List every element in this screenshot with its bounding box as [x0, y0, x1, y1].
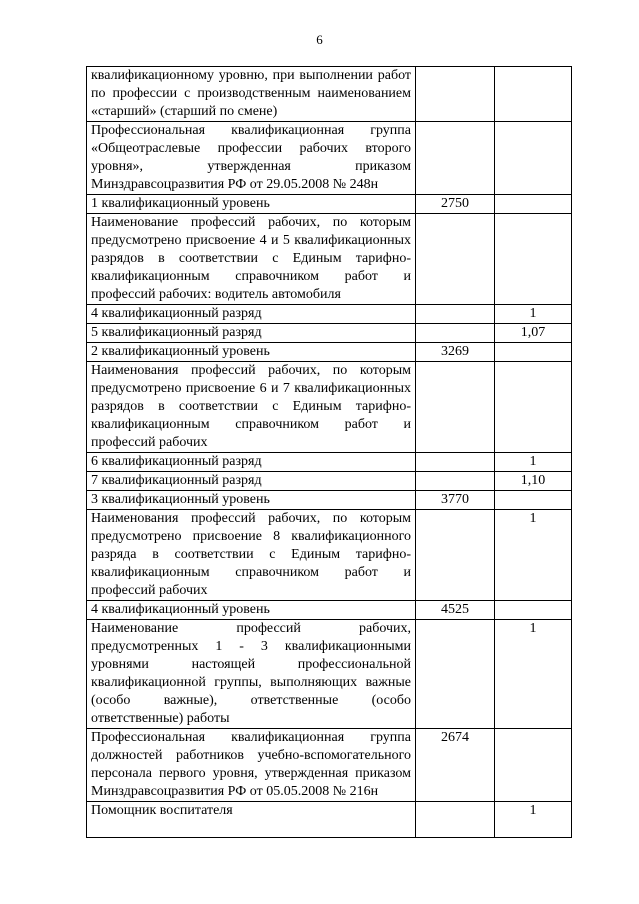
coefficient-cell — [495, 343, 572, 362]
coefficient-cell — [495, 214, 572, 305]
table-row — [87, 122, 572, 195]
salary-cell — [416, 802, 495, 838]
position-cell: 4 квалификационный уровень — [87, 601, 416, 620]
position-cell: 2 квалификационный уровень — [87, 343, 416, 362]
table-row — [87, 491, 572, 510]
page-number: 6 — [316, 32, 323, 47]
table-row — [87, 214, 572, 305]
position-cell: Профессиональная квалификационная группа «Общеотраслевые профессии рабочих второго уровня», утвержденная приказом Минздравсоцразвития РФ от 29.05.2008 № 248н — [87, 122, 416, 195]
table-row — [87, 362, 572, 453]
salary-cell — [416, 362, 495, 453]
coefficient-cell: 1 — [495, 305, 572, 324]
table-row — [87, 305, 572, 324]
position-cell: Наименование профессий рабочих, предусмотренных 1 - 3 квалификационными уровнями настоящей профессиональной квалификационной группы, выполняющих важные (особо важные), ответственные (особо ответственные) работы — [87, 620, 416, 729]
coefficient-cell — [495, 67, 572, 122]
coefficient-cell — [495, 601, 572, 620]
salary-cell: 3770 — [416, 491, 495, 510]
coefficient-cell — [495, 122, 572, 195]
salary-cell — [416, 305, 495, 324]
table-row — [87, 343, 572, 362]
position-cell: 7 квалификационный разряд — [87, 472, 416, 491]
table-row — [87, 453, 572, 472]
position-cell: 5 квалификационный разряд — [87, 324, 416, 343]
coefficient-cell — [495, 195, 572, 214]
position-cell: 4 квалификационный разряд — [87, 305, 416, 324]
salary-cell: 2750 — [416, 195, 495, 214]
coefficient-cell — [495, 729, 572, 802]
salary-cell — [416, 620, 495, 729]
salary-cell: 3269 — [416, 343, 495, 362]
position-cell: Помощник воспитателя — [87, 802, 416, 838]
table-row — [87, 67, 572, 122]
position-cell: Наименования профессий рабочих, по которым предусмотрено присвоение 6 и 7 квалификационных разрядов в соответствии с Единым тарифно-квалификационным справочником работ и профессий рабочих — [87, 362, 416, 453]
position-cell: 3 квалификационный уровень — [87, 491, 416, 510]
coefficient-cell: 1,07 — [495, 324, 572, 343]
position-cell: Профессиональная квалификационная группа должностей работников учебно-вспомогательного персонала первого уровня, утвержденная приказом Минздравсоцразвития РФ от 05.05.2008 № 216н — [87, 729, 416, 802]
position-cell: Наименование профессий рабочих, по которым предусмотрено присвоение 4 и 5 квалификационных разрядов в соответствии с Единым тарифно-квалификационным справочником работ и профессий рабочих: водитель автомобиля — [87, 214, 416, 305]
coefficient-cell: 1,10 — [495, 472, 572, 491]
salary-cell — [416, 510, 495, 601]
table-row — [87, 620, 572, 729]
position-cell: квалификационному уровню, при выполнении работ по профессии с производственным наименованием «старший» (старший по смене) — [87, 67, 416, 122]
salary-cell — [416, 453, 495, 472]
position-cell: Наименования профессий рабочих, по которым предусмотрено присвоение 8 квалификационного разряда в соответствии с Единым тарифно-квалификационным справочником работ и профессий рабочих — [87, 510, 416, 601]
salary-cell: 4525 — [416, 601, 495, 620]
table-row — [87, 601, 572, 620]
coefficient-cell — [495, 491, 572, 510]
table-row — [87, 729, 572, 802]
coefficient-cell — [495, 362, 572, 453]
salary-table — [86, 66, 572, 838]
salary-cell: 2674 — [416, 729, 495, 802]
coefficient-cell: 1 — [495, 620, 572, 729]
table-row — [87, 324, 572, 343]
coefficient-cell: 1 — [495, 802, 572, 838]
salary-cell — [416, 472, 495, 491]
table-row — [87, 802, 572, 838]
salary-cell — [416, 324, 495, 343]
position-cell: 1 квалификационный уровень — [87, 195, 416, 214]
salary-cell — [416, 122, 495, 195]
coefficient-cell: 1 — [495, 453, 572, 472]
coefficient-cell: 1 — [495, 510, 572, 601]
position-cell: 6 квалификационный разряд — [87, 453, 416, 472]
table-row — [87, 510, 572, 601]
table-row — [87, 195, 572, 214]
table-row — [87, 472, 572, 491]
salary-cell — [416, 214, 495, 305]
salary-cell — [416, 67, 495, 122]
